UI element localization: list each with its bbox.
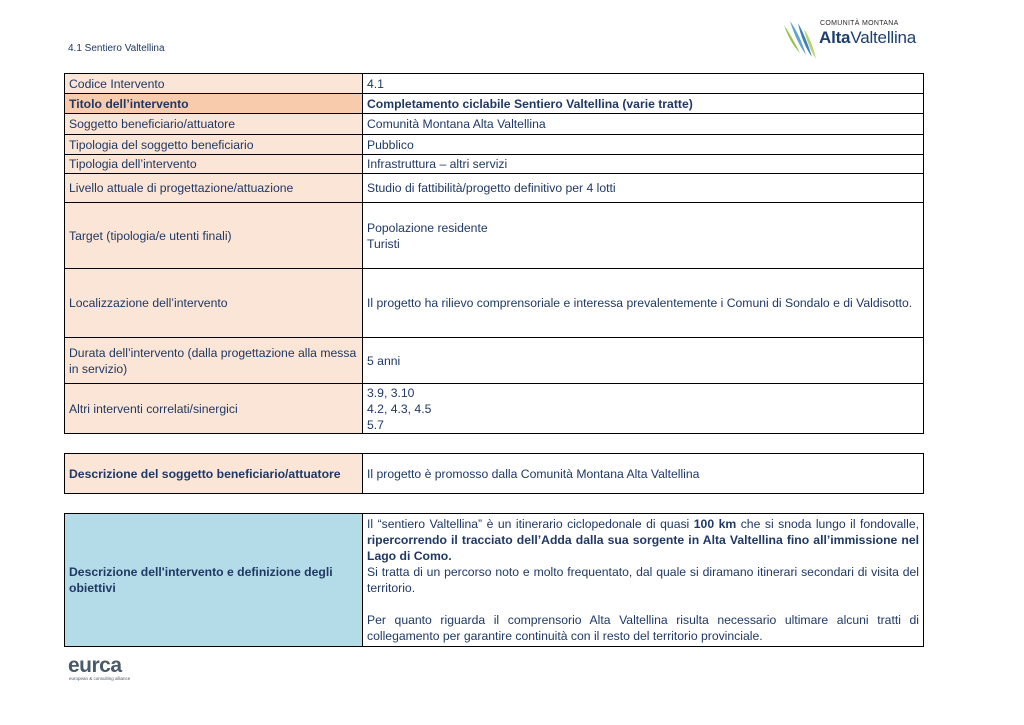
label-cell: Descrizione dell'intervento e definizione degli obiettivi [65,514,363,647]
value-cell: Studio di fattibilità/progetto definitivo per 4 lotti [363,174,924,203]
text-run: Il “sentiero Valtellina” è un itinerario ciclopedonale di quasi [367,517,694,531]
label-cell: Tipologia dell’intervento [65,155,363,174]
label-cell: Livello attuale di progettazione/attuazione [65,174,363,203]
table-row [65,514,924,647]
target-item: Turisti [367,236,400,251]
table-row [65,203,924,269]
text-run-bold: ripercorrendo il tracciato dell’Adda dalla sua sorgente in Alta Valtellina fino all’immissione nel Lago di Como. [367,533,919,563]
description-paragraph: Per quanto riguarda il comprensorio Alta Valtellina risulta necessario ultimare alcuni tratti di collegamento per garantire continuità con il resto del territorio provinciale. [367,613,919,643]
table-row [65,74,924,94]
label-cell: Target (tipologia/e utenti finali) [65,203,363,269]
value-cell [363,514,924,647]
description-paragraph: Si tratta di un percorso noto e molto frequentato, dal quale si diramano itinerari secondari di visita del territorio. [367,565,919,595]
label-cell: Durata dell’intervento (dalla progettazione alla messa in servizio) [65,338,363,384]
section-title: 4.1 Sentiero Valtellina [68,43,165,54]
table-row [65,114,924,135]
main-table [64,73,924,434]
label-cell: Altri interventi correlati/sinergici [65,384,363,434]
value-cell: Il progetto ha rilievo comprensoriale e interessa prevalentemente i Comuni di Sondalo e di Valdisotto. [363,269,924,338]
table-row [65,338,924,384]
logo-title-rest: Valtellina [850,28,917,47]
table-row [65,155,924,174]
related-item: 5.7 [367,417,384,432]
value-cell: 5 anni [363,338,924,384]
logo-title-bold: Alta [819,28,851,47]
beneficiary-table [64,453,924,494]
value-cell: Pubblico [363,135,924,155]
related-item: 4.2, 4.3, 4.5 [367,401,432,416]
table-row [65,454,924,494]
label-cell: Descrizione del soggetto beneficiario/attuatore [65,454,363,494]
target-item: Popolazione residente [367,220,488,235]
table-row [65,269,924,338]
value-cell: Comunità Montana Alta Valtellina [363,114,924,135]
label-cell: Localizzazione dell’intervento [65,269,363,338]
value-cell [363,384,924,434]
value-cell: Completamento ciclabile Sentiero Valtellina (varie tratte) [363,94,924,114]
label-cell: Codice Intervento [65,74,363,94]
table-row [65,384,924,434]
value-cell: 4.1 [363,74,924,94]
label-cell: Tipologia del soggetto beneficiario [65,135,363,155]
value-cell [363,203,924,269]
eurca-logo-text: eurca [68,654,122,677]
table-row [65,94,924,114]
text-run-bold: 100 km [693,517,737,531]
table-row [65,135,924,155]
related-item: 3.9, 3.10 [367,385,415,400]
table-row [65,174,924,203]
logo-title [819,28,916,48]
logo-subtitle: COMUNITÀ MONTANA [820,20,899,27]
eurca-logo-subtitle: european & consulting alliance [69,676,131,681]
description-table [64,513,924,647]
description-paragraph [367,516,919,564]
label-cell: Soggetto beneficiario/attuatore [65,114,363,135]
text-run: che si snoda lungo il fondovalle, [736,517,919,531]
value-cell: Infrastruttura – altri servizi [363,155,924,174]
value-cell: Il progetto è promosso dalla Comunità Montana Alta Valtellina [363,454,924,494]
label-cell: Titolo dell’intervento [65,94,363,114]
